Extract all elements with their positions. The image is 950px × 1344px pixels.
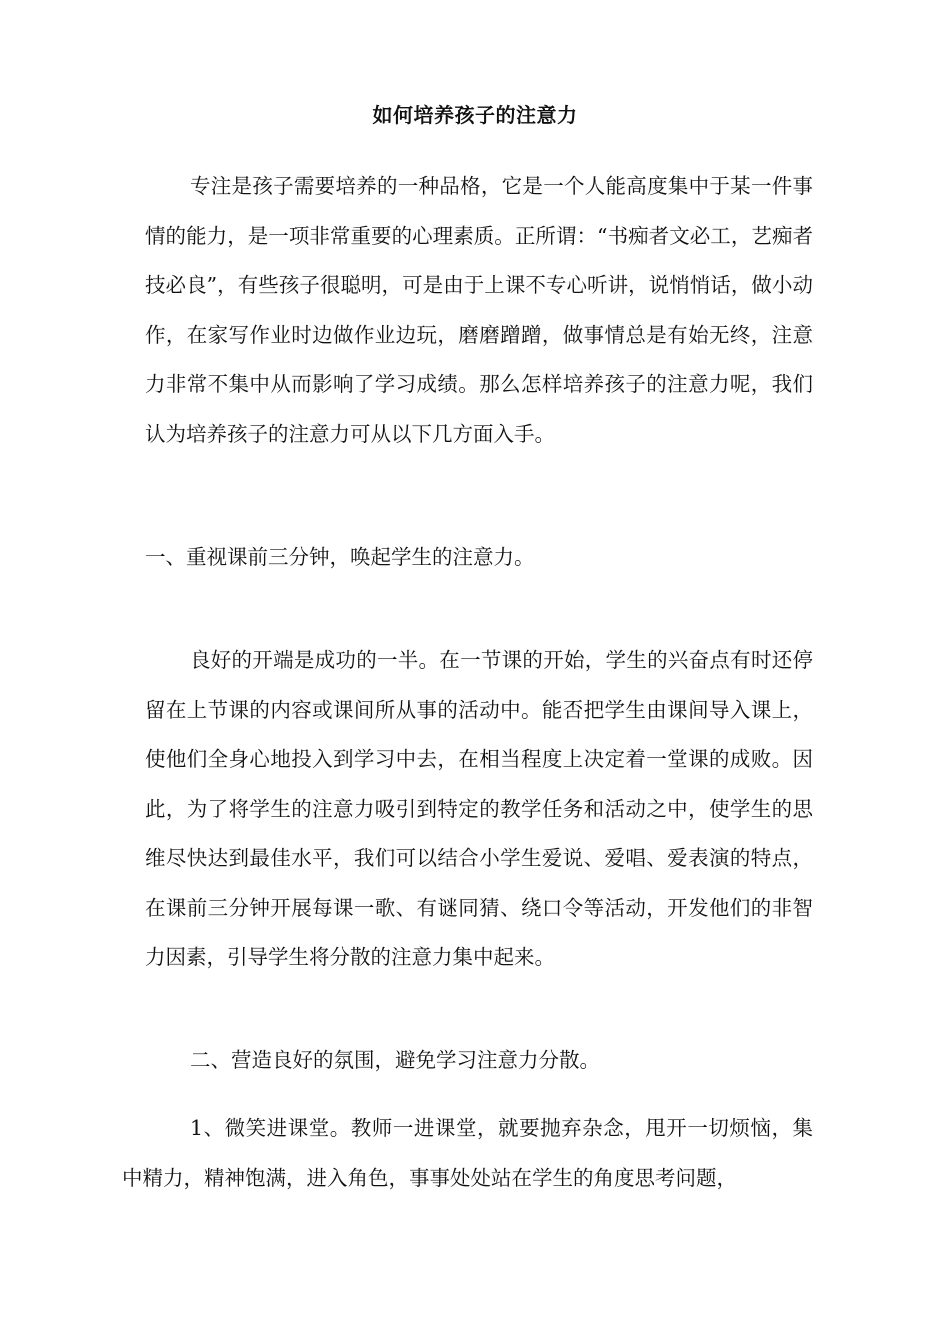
intro-paragraph: 专注是孩子需要培养的一种品格，它是一个人能高度集中于某一件事情的能力，是一项非常重要的心理素质。正所谓：“书痴者文必工，艺痴者技必良”，有些孩子很聪明，可是由于上课不专心听讲，说悄悄话，做小动作，在家写作业时边做作业边玩，磨磨蹭蹭，做事情总是有始无终，注意力非常不集中从而影响了学习成绩。那么怎样培养孩子的注意力呢，我们认为培养孩子的注意力可从以下几方面入手。 <box>145 174 813 446</box>
document-title: 如何培养孩子的注意力 <box>372 103 578 127</box>
section-heading-1: 一、重视课前三分钟，唤起学生的注意力。 <box>145 545 535 569</box>
section-heading-2: 二、营造良好的氛围，避免学习注意力分散。 <box>190 1048 600 1072</box>
section-1-paragraph: 良好的开端是成功的一半。在一节课的开始，学生的兴奋点有时还停留在上节课的内容或课间所从事的活动中。能否把学生由课间导入课上，使他们全身心地投入到学习中去，在相当程度上决定着一堂课的成败。因此，为了将学生的注意力吸引到特定的教学任务和活动之中，使学生的思维尽快达到最佳水平，我们可以结合小学生爱说、爱唱、爱表演的特点，在课前三分钟开展每课一歌、有谜同猜、绕口令等活动，开发他们的非智力因素，引导学生将分散的注意力集中起来。 <box>145 648 813 969</box>
section-2-item-1-paragraph: 1、微笑进课堂。教师一进课堂，就要抛弃杂念，甩开一切烦恼，集中精力，精神饱满，进入角色，事事处处站在学生的角度思考问题， <box>122 1116 813 1190</box>
